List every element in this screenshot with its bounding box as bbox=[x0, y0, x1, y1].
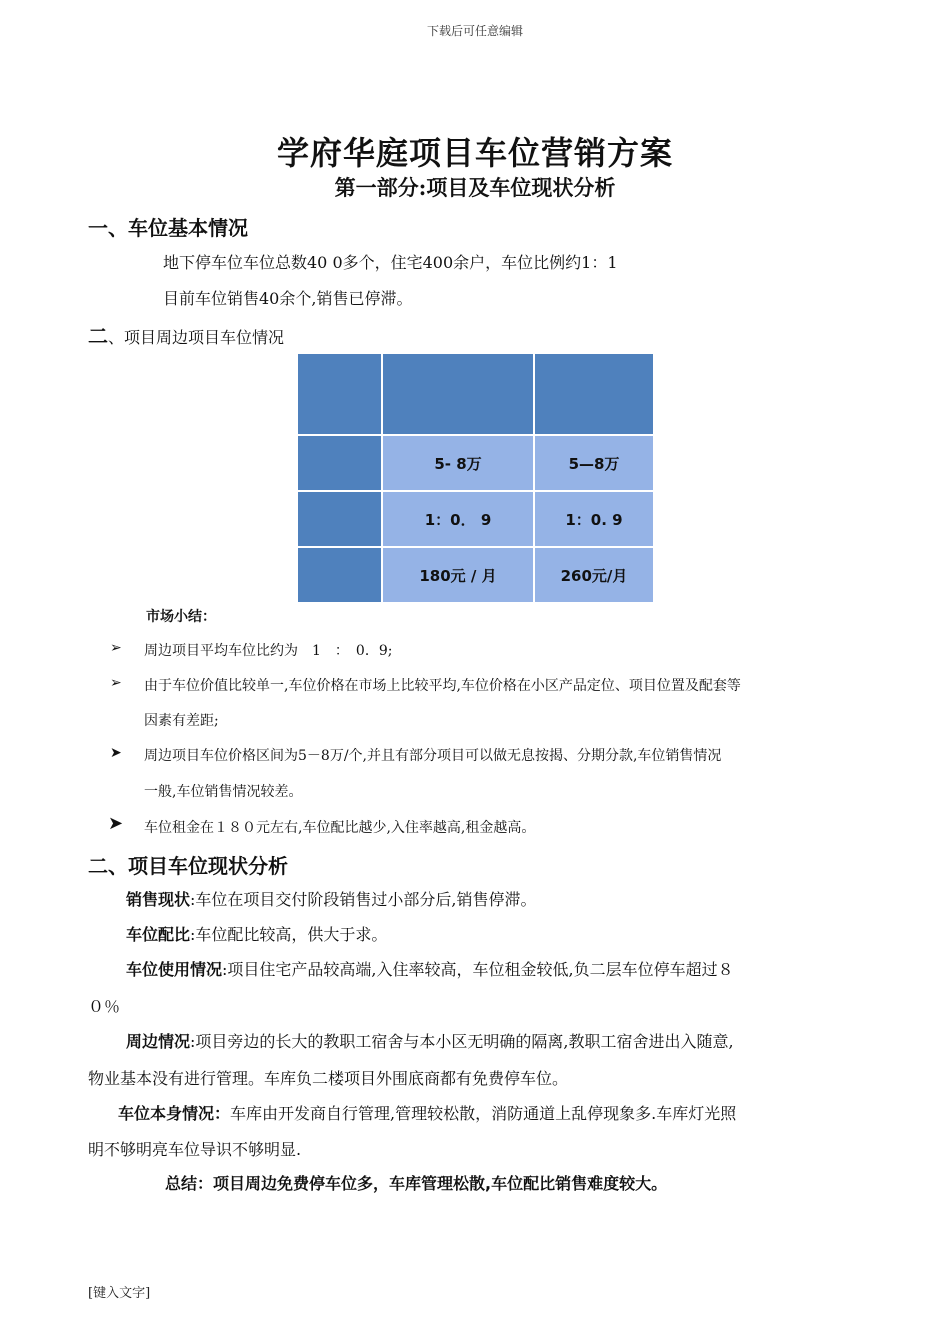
table-row bbox=[297, 547, 654, 603]
surround-text: :项目旁边的长大的教职工宿舍与本小区无明确的隔离,教职工宿舍进出入随意, bbox=[190, 1032, 734, 1051]
market-bullet-2-cont: 因素有差距; bbox=[144, 713, 219, 729]
section2-heading bbox=[88, 320, 284, 349]
table-cell: 1：0. 9 bbox=[534, 491, 654, 547]
table-row bbox=[297, 491, 654, 547]
market-bullet-1: 周边项目平均车位比约为 1 ： 0．9; bbox=[144, 643, 393, 659]
header-note: 下载后可任意编辑 bbox=[426, 24, 523, 38]
surround-text-cont: 物业基本没有进行管理。车库负二楼项目外围底商都有免费停车位。 bbox=[88, 1069, 569, 1088]
section1-heading: 一、车位基本情况 bbox=[88, 216, 248, 240]
comparison-table bbox=[296, 352, 655, 604]
section1-line1: 地下停车位车位总数40 0多个，住宅400余户，车位比例约1：1 bbox=[163, 253, 618, 272]
section3-heading: 二、项目车位现状分析 bbox=[88, 854, 288, 878]
footer-placeholder: [键入文字] bbox=[88, 1286, 151, 1301]
document-subtitle: 第一部分:项目及车位现状分析 bbox=[334, 175, 616, 200]
self-status bbox=[118, 1101, 736, 1124]
market-bullet-3-cont: 一般,车位销售情况较差。 bbox=[144, 784, 303, 800]
market-bullet-2: 由于车位价值比较单一,车位价格在市场上比较平均,车位价格在小区产品定位、项目位置及配套等 bbox=[144, 678, 741, 694]
self-text-cont: 明不够明亮车位导识不够明显. bbox=[88, 1140, 302, 1159]
market-bullet-4: 车位租金在１８０元左右,车位配比越少,入住率越高,租金越高。 bbox=[144, 820, 536, 836]
self-label: 车位本身情况： bbox=[118, 1104, 231, 1123]
section1-line2: 目前车位销售40余个,销售已停滞。 bbox=[163, 289, 413, 308]
table-cell: 260元/月 bbox=[534, 547, 654, 603]
ratio-label: 车位配比 bbox=[126, 925, 191, 944]
ratio-status bbox=[126, 922, 387, 945]
sales-status-text: :车位在项目交付阶段销售过小部分后,销售停滞。 bbox=[190, 890, 537, 909]
section2-heading-text: 、项目周边项目车位情况 bbox=[108, 328, 285, 347]
surround-label: 周边情况 bbox=[126, 1032, 191, 1051]
table-cell bbox=[534, 353, 654, 435]
table-cell bbox=[297, 547, 382, 603]
table-cell bbox=[382, 353, 534, 435]
bullet-arrow-icon: ➢ bbox=[110, 675, 122, 691]
table-row bbox=[297, 435, 654, 491]
ratio-text: :车位配比较高，供大于求。 bbox=[190, 925, 388, 944]
sales-status bbox=[126, 887, 537, 910]
market-summary-label: 市场小结： bbox=[146, 609, 216, 625]
surround-status bbox=[126, 1029, 734, 1052]
table-cell: 1：0． 9 bbox=[382, 491, 534, 547]
table-cell bbox=[297, 353, 382, 435]
conclusion: 总结：项目周边免费停车位多，车库管理松散,车位配比销售难度较大。 bbox=[165, 1174, 668, 1193]
bullet-arrow-icon: ➢ bbox=[110, 640, 122, 656]
table-cell: 180元 / 月 bbox=[382, 547, 534, 603]
sales-status-label: 销售现状 bbox=[126, 890, 191, 909]
table-cell bbox=[297, 435, 382, 491]
bullet-arrow-icon: ➤ bbox=[108, 813, 124, 834]
market-bullet-3: 周边项目车位价格区间为5－8万/个,并且有部分项目可以做无息按揭、分期分款,车位销售情况 bbox=[144, 748, 722, 764]
self-text: 车库由开发商自行管理,管理较松散，消防通道上乱停现象多.车库灯光照 bbox=[230, 1104, 737, 1123]
table-cell bbox=[297, 491, 382, 547]
usage-text: :项目住宅产品较高端,入住率较高，车位租金较低,负二层车位停车超过８ bbox=[222, 960, 734, 979]
bullet-arrow-icon: ➤ bbox=[110, 745, 122, 761]
usage-status bbox=[126, 957, 734, 980]
table-cell: 5- 8万 bbox=[382, 435, 534, 491]
usage-text-cont: ０％ bbox=[88, 997, 121, 1016]
document-title: 学府华庭项目车位营销方案 bbox=[276, 134, 673, 172]
usage-label: 车位使用情况 bbox=[126, 960, 223, 979]
table-row bbox=[297, 353, 654, 435]
table-cell: 5—8万 bbox=[534, 435, 654, 491]
section2-heading-num: 二 bbox=[88, 324, 108, 348]
